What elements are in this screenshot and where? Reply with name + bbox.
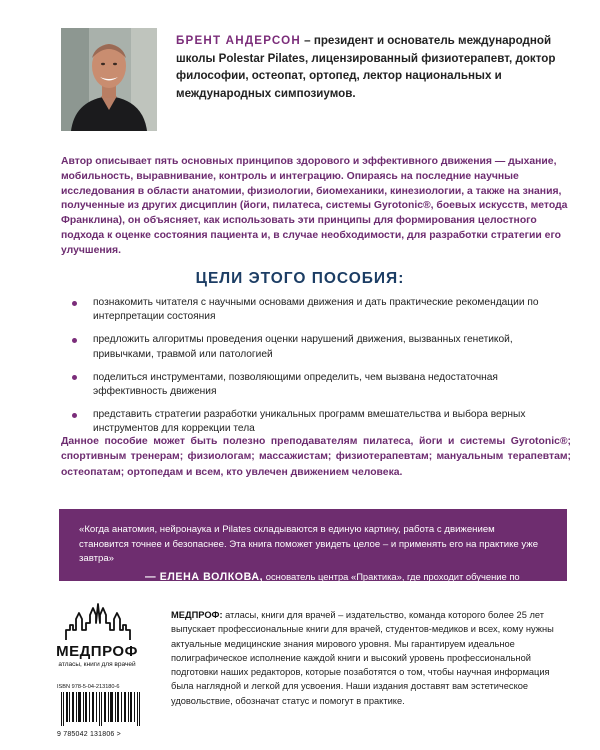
target-audience: Данное пособие может быть полезно преподавателям пилатеса, йоги и системы Gyrotonic®; спортивным тренерам; физиологам; массажистам; физиотерапевтам; мануальным терапевтам; остеопатам; ортопедам и всем, кто увлечен движением человека. xyxy=(61,436,571,478)
author-name: БРЕНТ АНДЕРСОН xyxy=(176,34,301,47)
isbn-barcode xyxy=(57,684,145,739)
publisher-text-body: атласы, книги для врачей – издательство, команда которого более 25 лет выпускает профессиональные книги для врачей, студентов-медиков и всех, кому нужны актуальные медицинские знания мирового уровня. Мы гарантируем идеальное полиграфическое исполнение каждой книги и высокий уровень профессиональной подготовки наших редакторов, которые позаботятся о том, чтобы научная информация была наглядной и легкой для усвоения. Наши издания доставят вам эстетическое удовольствие, обозначат статус и помогут в практике. xyxy=(171,610,554,706)
goals-title: ЦЕЛИ ЭТОГО ПОСОБИЯ: xyxy=(195,270,405,287)
quote-attribution xyxy=(79,571,547,594)
quote-author-name: — ЕЛЕНА ВОЛКОВА, xyxy=(145,570,264,583)
testimonial-quote xyxy=(59,509,567,594)
barcode-digits: 9 785042 131806 > xyxy=(57,731,121,738)
goal-item: предложить алгоритмы проведения оценки нарушений движения, вызванных генетикой, привычками, травмой или патологией xyxy=(80,333,575,361)
book-description: Автор описывает пять основных принципов здорового и эффективного движения — дыхание, мобильность, выравнивание, контроль и интеграцию. Опираясь на последние научные исследования в области анатомии, физиологии, биомеханики, кинезиологии, а также на знания, полученные из других дисциплин (йоги, пилатеса, системы Gyrotonic®, боевых искусств, метода Франклина), он объясняет, как использовать эти принципы для формирования целостного подхода к оценке состояния пациента и, в случае необходимости, для разработки стратегии его улучшения. xyxy=(61,156,568,256)
publisher-description xyxy=(171,608,571,708)
quote-author-role: основатель центра «Практика», где проходит обучение по методу Polestar Pilates xyxy=(145,570,520,594)
author-bio-text: – президент и основатель международной школы Polestar Pilates, лицензированный физиотерапевт, доктор философии, остеопат, ортопед, лектор национальных и международных симпозиумов. xyxy=(176,34,556,100)
author-portrait-image xyxy=(61,28,157,131)
goal-item: представить стратегии разработки уникальных программ вмешательства и выбора верных инструментов для коррекции тела xyxy=(80,408,575,436)
publisher-name: МЕДПРОФ: xyxy=(171,610,223,620)
city-skyline-icon xyxy=(65,603,131,641)
isbn-label: ISBN 978-5-04-213180-6 xyxy=(57,684,120,690)
publisher-logo-tagline: атласы, книги для врачей xyxy=(58,661,136,668)
goals-list xyxy=(80,296,575,446)
barcode-bars-icon xyxy=(57,692,145,726)
author-bio xyxy=(176,32,571,102)
publisher-logo-name: МЕДПРОФ xyxy=(56,643,138,660)
author-photo xyxy=(61,28,157,131)
goal-item: поделиться инструментами, позволяющими определить, чем вызвана недостаточная эффективность движения xyxy=(80,371,575,399)
quote-text: «Когда анатомия, нейронаука и Pilates складываются в единую картину, работа с движением становится точнее и безопаснее. Эта книга поможет увидеть целое – и применять его на практике уже завтра» xyxy=(79,524,539,564)
publisher-logo xyxy=(56,603,146,673)
goal-item: познакомить читателя с научными основами движения и дать практические рекомендации по интерпретации состояния xyxy=(80,296,575,324)
